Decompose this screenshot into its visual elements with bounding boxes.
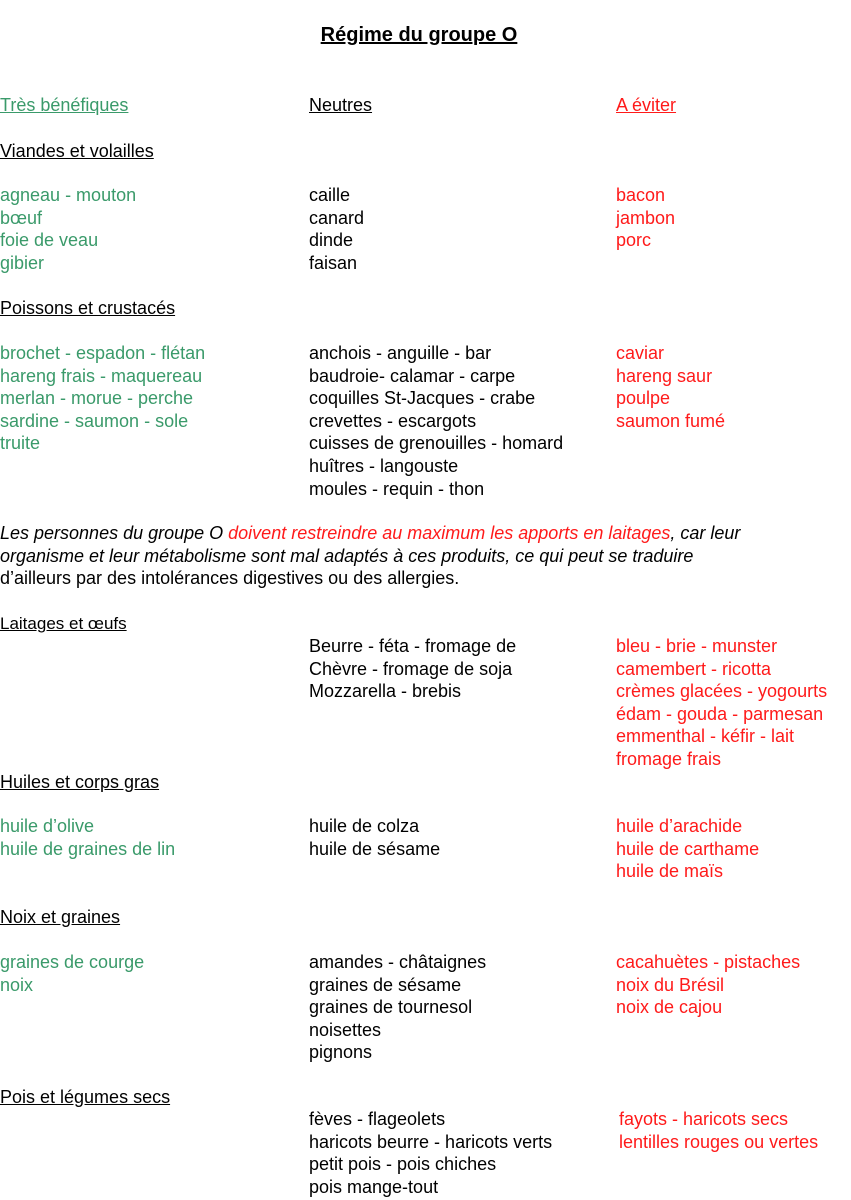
header-beneficial: Très bénéfiques [0, 95, 129, 115]
list-item: saumon fumé [616, 410, 726, 431]
list-item: bacon [616, 185, 666, 205]
section-title-huiles: Huiles et corps gras [0, 772, 160, 792]
paragraph-text: , car leur [670, 523, 741, 543]
list-avoid-huiles [616, 815, 759, 883]
list-item: amandes - châtaignes [309, 952, 487, 972]
list-item: gibier [0, 252, 45, 273]
list-item: huile de maïs [616, 861, 724, 882]
list-item: anchois - anguille - bar [309, 343, 492, 363]
list-item: graines de tournesol [309, 997, 473, 1018]
list-neutral-noix [309, 951, 486, 1064]
list-item: moules - requin - thon [309, 478, 485, 499]
paragraph-text: Les personnes du groupe O [0, 523, 229, 543]
list-item: édam - gouda - parmesan [616, 703, 824, 724]
list-item: poulpe [616, 388, 671, 409]
list-item: bœuf [0, 207, 43, 228]
list-item: hareng saur [616, 365, 713, 386]
list-item: fayots - haricots secs [619, 1109, 789, 1129]
list-item: huile d’olive [0, 816, 95, 836]
list-item: sardine - saumon - sole [0, 410, 189, 431]
list-item: huile d’arachide [616, 816, 743, 836]
list-item: camembert - ricotta [616, 658, 772, 679]
list-item: Mozzarella - brebis [309, 681, 462, 702]
list-item: jambon [616, 207, 676, 228]
paragraph-line-1 [0, 522, 845, 545]
list-beneficial-huiles [0, 815, 175, 860]
list-item: caviar [616, 343, 665, 363]
section-title-poissons: Poissons et crustacés [0, 298, 176, 318]
list-item: Beurre - féta - fromage de [309, 636, 517, 656]
list-item: haricots beurre - haricots verts [309, 1131, 553, 1152]
list-item: fromage frais [616, 748, 722, 769]
list-item: emmenthal - kéfir - lait [616, 726, 795, 747]
list-avoid-pois [619, 1108, 818, 1153]
list-item: pignons [309, 1042, 373, 1063]
list-neutral-laitages [309, 635, 516, 703]
section-title-viandes: Viandes et volailles [0, 141, 154, 161]
list-item: crèmes glacées - yogourts [616, 681, 828, 702]
list-item: noix du Brésil [616, 974, 725, 995]
list-item: brochet - espadon - flétan [0, 343, 206, 363]
list-avoid-noix [616, 951, 800, 1019]
paragraph-line-3: d’ailleurs par des intolérances digestives ou des allergies. [0, 568, 460, 589]
list-item: huile de carthame [616, 838, 760, 859]
list-item: lentilles rouges ou vertes [619, 1131, 819, 1152]
list-item: hareng frais - maquereau [0, 365, 203, 386]
list-neutral-poissons [309, 342, 563, 500]
list-item: noix de cajou [616, 997, 723, 1018]
list-item: faisan [309, 252, 358, 273]
list-item: huîtres - langouste [309, 455, 459, 476]
list-avoid-laitages [616, 635, 827, 771]
list-beneficial-noix [0, 951, 144, 996]
list-item: caille [309, 185, 351, 205]
list-item: baudroie- calamar - carpe [309, 365, 516, 386]
info-paragraph [0, 522, 845, 590]
paragraph-line-2: organisme et leur métabolisme sont mal adaptés à ces produits, ce qui peut se traduire [0, 545, 694, 566]
list-beneficial-viandes [0, 184, 136, 274]
list-item: graines de courge [0, 952, 145, 972]
section-title-pois: Pois et légumes secs [0, 1087, 171, 1107]
list-item: huile de colza [309, 816, 420, 836]
list-item: pois mange-tout [309, 1176, 439, 1197]
section-title-noix: Noix et graines [0, 907, 121, 927]
list-neutral-huiles [309, 815, 440, 860]
list-item: bleu - brie - munster [616, 636, 778, 656]
list-item: fèves - flageolets [309, 1109, 446, 1129]
list-item: dinde [309, 230, 354, 251]
list-item: merlan - morue - perche [0, 388, 194, 409]
list-item: noisettes [309, 1019, 382, 1040]
list-item: graines de sésame [309, 974, 462, 995]
list-neutral-pois [309, 1108, 552, 1198]
list-avoid-poissons [616, 342, 725, 432]
header-avoid: A éviter [616, 95, 677, 115]
list-item: Chèvre - fromage de soja [309, 658, 513, 679]
list-item: noix [0, 974, 34, 995]
list-item: huile de sésame [309, 838, 441, 859]
list-item: foie de veau [0, 230, 99, 251]
list-item: coquilles St-Jacques - crabe [309, 388, 536, 409]
list-item: huile de graines de lin [0, 838, 176, 859]
header-neutral: Neutres [309, 95, 373, 115]
list-item: petit pois - pois chiches [309, 1154, 497, 1175]
list-neutral-viandes [309, 184, 364, 274]
paragraph-highlight: doivent restreindre au maximum les apports en laitages [228, 523, 671, 543]
list-item: cuisses de grenouilles - homard [309, 433, 564, 454]
section-title-laitages: Laitages et œufs [0, 614, 127, 633]
list-avoid-viandes [616, 184, 675, 252]
list-item: crevettes - escargots [309, 410, 477, 431]
list-item: agneau - mouton [0, 185, 137, 205]
page-title: Régime du groupe O [320, 24, 518, 46]
list-item: porc [616, 230, 652, 251]
list-item: truite [0, 433, 41, 454]
list-beneficial-poissons [0, 342, 205, 455]
list-item: canard [309, 207, 365, 228]
list-item: cacahuètes - pistaches [616, 952, 801, 972]
